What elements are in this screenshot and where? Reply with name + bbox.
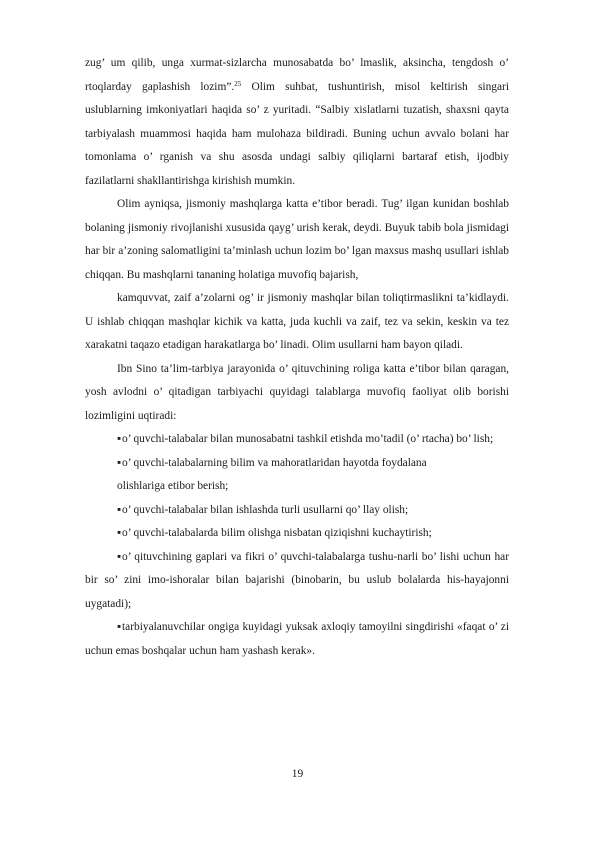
bullet-marker: ▪ (117, 527, 122, 539)
bullet-text: o’ quvchi-talabalarda bilim olishga nisbatan qiziqishni kuchaytirish; (122, 527, 432, 539)
paragraph-2: Olim ayniqsa, jismoniy mashqlarga katta e’tibor beradi. Tug’ ilgan kunidan boshlab bolaning jismoniy rivojlanishi xususida qayg’ urish kerak, deydi. Buyuk tabib bola jismidagi har bir a’zoning salomatligini ta’minlash uchun lozim bo’ lgan maxsus mashq usullari ishlab chiqqan. Bu mashqlarni tananing holatiga muvofiq bajarish, (85, 198, 509, 281)
bullet-text: o’ quvchi-talabalar bilan munosabatni tashkil etishda mo’tadil (o’ rtacha) bo’ lish; (122, 433, 494, 445)
paragraph-1 (85, 52, 509, 193)
bullet-marker: ▪ (117, 550, 122, 563)
page-number: 19 (291, 768, 304, 780)
bullet-item-3 (85, 499, 509, 523)
bullet-text: o’ quvchi-talabalarning bilim va mahoratlaridan hayotda foydalana (122, 456, 427, 469)
bullet-marker: ▪ (117, 456, 122, 469)
bullet-marker: ▪ (117, 503, 122, 516)
bullet-item-4 (85, 522, 509, 546)
bullet-item-1 (85, 428, 509, 452)
bullet-marker: ▪ (117, 621, 122, 633)
bullet-text: o’ quvchi-talabalar bilan ishlashda turli usullarni qo’ llay olish; (122, 503, 409, 516)
bullet-marker: ▪ (117, 433, 122, 445)
bullet-item-2 (85, 452, 509, 476)
paragraph-1-part-a: zug’ um qilib, unga xurmat-sizlarcha munosabatda bo’ lmaslik, aksincha, tengdosh o’ rtoqlarday gaplashish lozim”. (85, 57, 509, 93)
bullet-item-6 (85, 616, 509, 663)
paragraph-4: Ibn Sino ta’lim-tarbiya jarayonida o’ qituvchining roliga katta e’tibor bilan qaragan, yosh avlodni o’ qitadigan tarbiyachi quyidagi talablarga muvofiq faoliyat olib borishi lozimligini uqtiradi: (85, 362, 509, 422)
footnote-marker[interactable]: 25 (234, 79, 242, 88)
paragraph-1-part-b: Olim suhbat, tushuntirish, misol keltirish singari uslublarning imkoniyatlari haqida so’ z yuritadi. “Salbiy xislatlarni tuzatish, shaxsni qayta tarbiyalash muammosi haqida ham mulohaza bildiradi. Buning uchun avvalo bolani har tomonlama o’ rganish va shu asosda undagi salbiy qiliqlarni bartaraf etish, ijodbiy fazilatlarni shakllantirishga kirishish mumkin. (85, 80, 509, 187)
body-text (85, 52, 509, 663)
bullet-item-2-continuation: olishlariga etibor berish; (117, 480, 229, 492)
bullet-item-5 (85, 546, 509, 617)
bullet-text: tarbiyalanuvchilar ongiga kuyidagi yuksak axloqiy tamoyilni singdirishi «faqat o’ zi uchun emas boshqalar uchun ham yashash kerak». (85, 621, 509, 657)
paragraph-3: kamquvvat, zaif a’zolarni og’ ir jismoniy mashqlar bilan toliqtirmaslikni ta’kidlaydi. U ishlab chiqqan mashqlar kichik va katta, juda kuchli va zaif, tez va sekin, keskin va tez xarakatni taqazo etadigan harakatlarga bo’ linadi. Olim usullarni ham bayon qiladi. (85, 292, 509, 351)
bullet-text: o’ qituvchining gaplari va fikri o’ quvchi-talabalarga tushu-narli bo’ lishi uchun har bir so’ zini imo-ishoralar bilan bajarishi (binobarin, bu uslub bolalarda his-hayajonni uygatadi); (85, 550, 509, 610)
